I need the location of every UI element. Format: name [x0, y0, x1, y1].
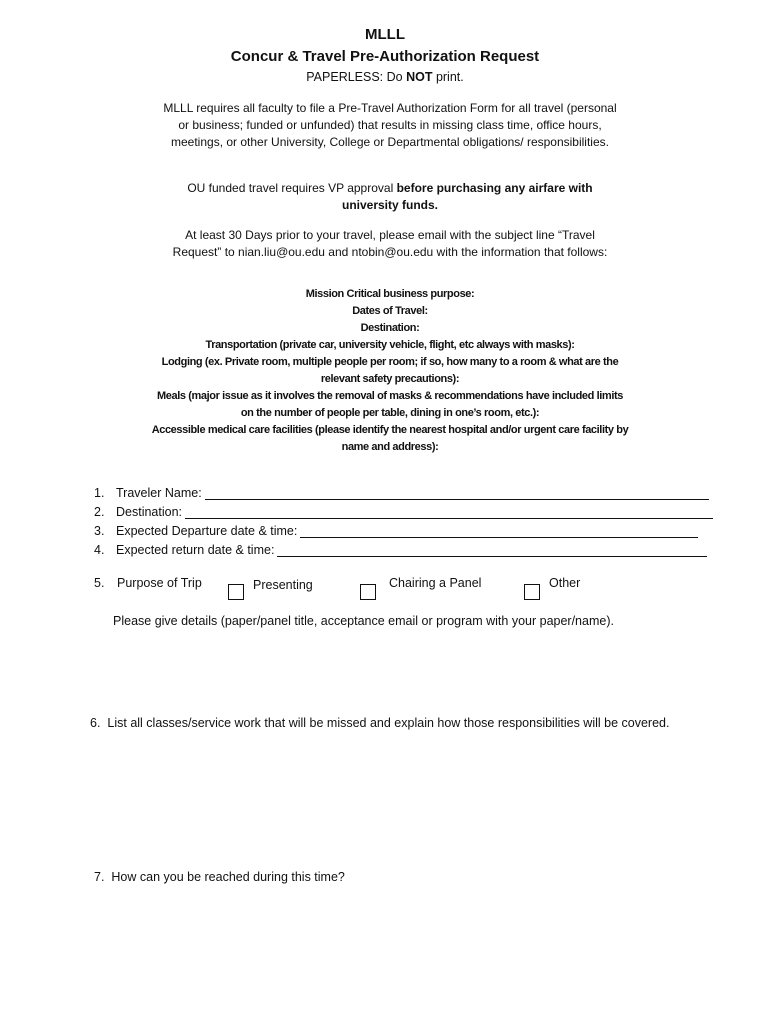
departure-field[interactable]: [300, 523, 698, 538]
purpose-details-prompt: Please give details (paper/panel title, acceptance email or program with your paper/name).: [113, 614, 614, 628]
missed-work-label: List all classes/service work that will be missed and explain how those responsibilities will be covered.: [107, 716, 670, 730]
paperless-not: NOT: [406, 70, 433, 84]
return-label: Expected return date & time:: [116, 543, 275, 557]
question-number: 6.: [90, 716, 101, 730]
purpose-label: Purpose of Trip: [117, 576, 202, 590]
other-checkbox[interactable]: [524, 584, 540, 600]
question-number: 2.: [94, 505, 105, 519]
question-traveler-name: [94, 482, 709, 500]
question-missed-work: [90, 716, 669, 730]
destination-field[interactable]: [185, 504, 713, 519]
department-title: MLLL: [365, 26, 405, 43]
info-item: Destination:: [360, 322, 420, 334]
intro-paragraph: MLLL requires all faculty to file a Pre-Travel Authorization Form for all travel (personal or business; funded or unfunded) that results in missing class time, office hours, meetings, or other University, College or Departmental obligations/ responsibilities.: [163, 101, 617, 149]
question-number: 5.: [94, 576, 105, 590]
vp-approval-note: [160, 180, 620, 214]
return-field[interactable]: [277, 542, 707, 557]
info-item: Lodging (ex. Private room, multiple people per room; if so, how many to a room & what are the relevant safety precautions):: [161, 356, 619, 385]
other-option-label: Other: [549, 576, 581, 590]
vp-note-normal: OU funded travel requires VP approval: [187, 181, 397, 195]
chairing-panel-checkbox[interactable]: [360, 584, 376, 600]
paperless-note: [0, 70, 770, 84]
info-item: Meals (major issue as it involves the removal of masks & recommendations have included limits on the number of people per table, dining in one’s room, etc.):: [157, 390, 623, 419]
question-number: 7.: [94, 870, 105, 884]
question-departure: [94, 520, 698, 538]
required-info-list: [150, 286, 630, 456]
departure-label: Expected Departure date & time:: [116, 524, 298, 538]
question-number: 1.: [94, 486, 105, 500]
info-item: Accessible medical care facilities (please identify the nearest hospital and/or urgent care facility by name and address):: [151, 424, 629, 453]
contact-label: How can you be reached during this time?: [111, 870, 345, 884]
question-destination: [94, 501, 713, 519]
info-item: Dates of Travel:: [352, 305, 428, 317]
info-item: Transportation (private car, university vehicle, flight, etc always with masks):: [205, 339, 575, 351]
form-title: Concur & Travel Pre-Authorization Request: [230, 48, 540, 65]
question-return: [94, 539, 707, 557]
question-number: 4.: [94, 543, 105, 557]
vp-note-bold: before purchasing any airfare with university funds.: [341, 181, 593, 212]
paperless-prefix: PAPERLESS: Do: [306, 70, 407, 84]
question-contact: [94, 870, 345, 884]
traveler-name-field[interactable]: [205, 485, 709, 500]
info-item: Mission Critical business purpose:: [305, 288, 475, 300]
destination-label: Destination:: [116, 505, 183, 519]
email-instruction: At least 30 Days prior to your travel, please email with the subject line “Travel Request” to nian.liu@ou.edu and ntobin@ou.edu with the information that follows:: [172, 228, 608, 259]
traveler-name-label: Traveler Name:: [116, 486, 202, 500]
question-purpose: [94, 576, 734, 602]
question-number: 3.: [94, 524, 105, 538]
paperless-suffix: print.: [432, 70, 464, 84]
presenting-option-label: Presenting: [253, 578, 313, 592]
chairing-panel-option-label: Chairing a Panel: [389, 576, 482, 590]
presenting-checkbox[interactable]: [228, 584, 244, 600]
